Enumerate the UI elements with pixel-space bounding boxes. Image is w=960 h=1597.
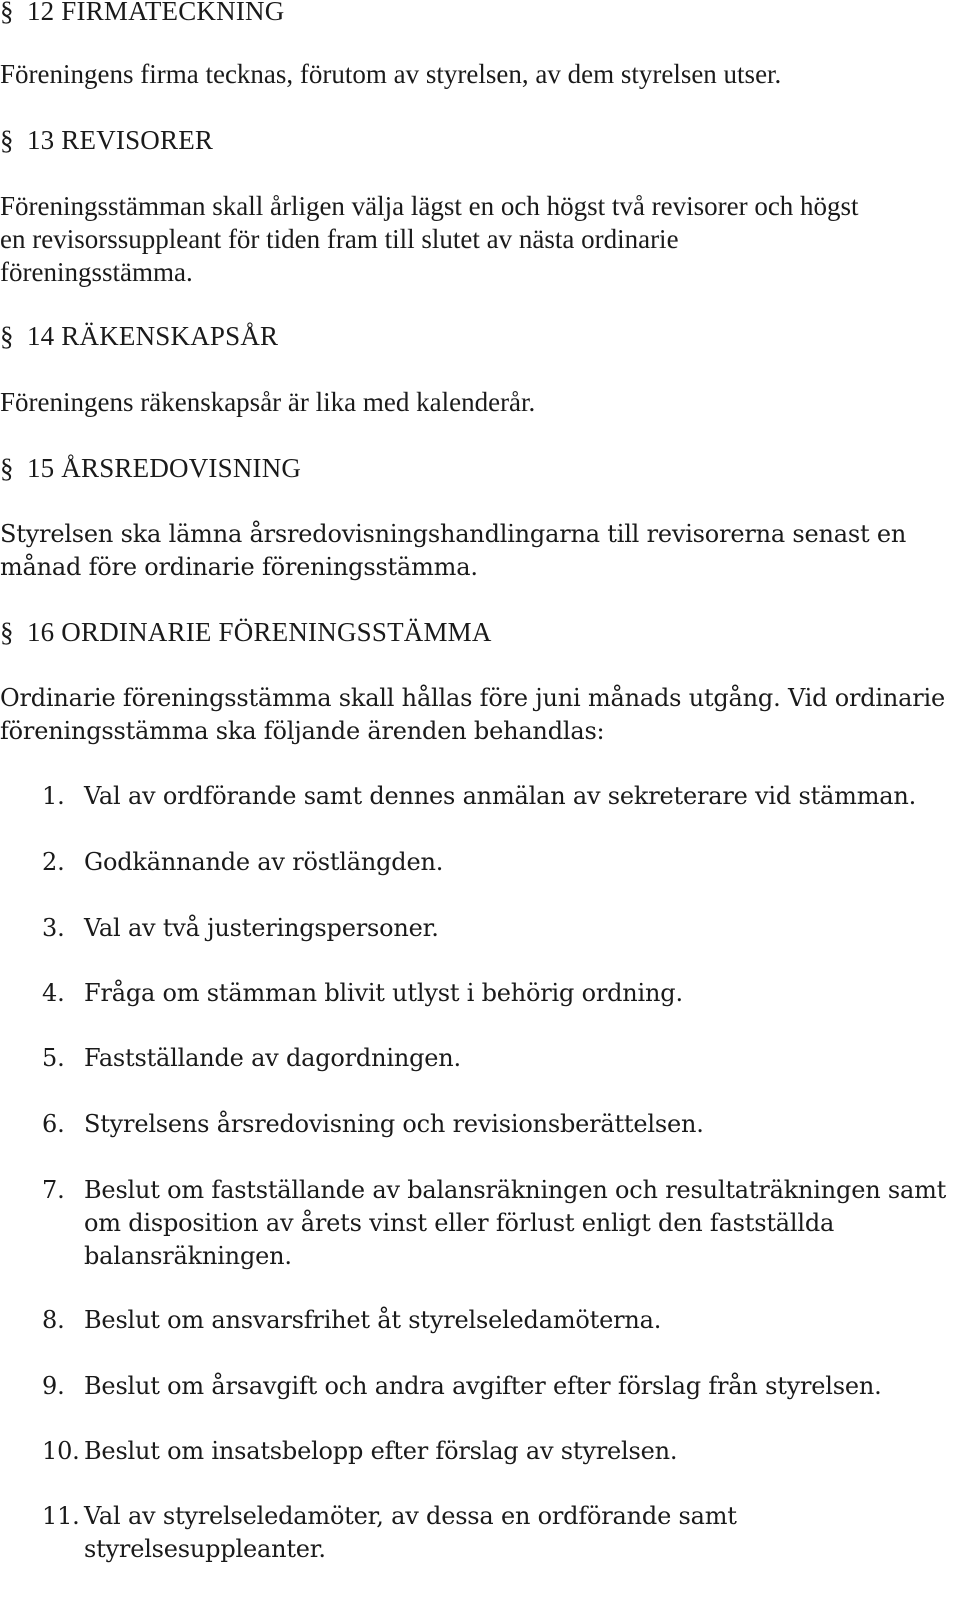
- section-symbol: §: [0, 0, 14, 26]
- agenda-item-text: Beslut om ansvarsfrihet åt styrelseledamöterna.: [84, 1306, 662, 1334]
- agenda-item-number: 11.: [42, 1502, 80, 1530]
- section-heading-14: [0, 320, 278, 352]
- agenda-item-text: Fråga om stämman blivit utlyst i behörig ordning.: [84, 979, 683, 1007]
- agenda-item-text: styrelsesuppleanter.: [84, 1535, 326, 1563]
- agenda-item-text: Beslut om insatsbelopp efter förslag av styrelsen.: [84, 1437, 678, 1465]
- section-heading-text: 15 ÅRSREDOVISNING: [26, 453, 302, 483]
- paragraph-line: föreningsstämma.: [0, 257, 193, 287]
- agenda-item-11: [42, 1500, 952, 1566]
- section-symbol: §: [0, 453, 14, 483]
- section-heading-text: 13 REVISORER: [26, 125, 214, 155]
- agenda-item-1: [42, 780, 952, 813]
- agenda-item-text: Beslut om fastställande av balansräkningen och resultaträkningen samt: [84, 1176, 947, 1204]
- agenda-item-text: Beslut om årsavgift och andra avgifter efter förslag från styrelsen.: [84, 1372, 882, 1400]
- agenda-item-text: Val av två justeringspersoner.: [84, 914, 439, 942]
- agenda-item-6: [42, 1108, 952, 1141]
- agenda-item-text: Val av ordförande samt dennes anmälan av sekreterare vid stämman.: [84, 782, 917, 810]
- section-symbol: §: [0, 617, 14, 647]
- agenda-item-number: 4.: [42, 979, 65, 1007]
- agenda-item-text: Val av styrelseledamöter, av dessa en ordförande samt: [84, 1502, 737, 1530]
- paragraph-rakenskapsar: [0, 386, 955, 419]
- paragraph-line: Föreningens firma tecknas, förutom av styrelsen, av dem styrelsen utser.: [0, 59, 782, 89]
- agenda-item-8: [42, 1304, 952, 1337]
- agenda-item-number: 5.: [42, 1044, 65, 1072]
- agenda-item-number: 7.: [42, 1176, 65, 1204]
- section-heading-13: [0, 124, 213, 156]
- agenda-item-3: [42, 912, 952, 945]
- agenda-item-10: [42, 1435, 952, 1468]
- agenda-item-number: 9.: [42, 1372, 65, 1400]
- agenda-item-5: [42, 1042, 952, 1075]
- agenda-item-number: 2.: [42, 848, 65, 876]
- section-heading-15: [0, 452, 301, 484]
- paragraph-ordinarie-foreningsstamma: [0, 682, 955, 748]
- agenda-item-text: om disposition av årets vinst eller förlust enligt den fastställda: [84, 1209, 835, 1237]
- agenda-item-2: [42, 846, 952, 879]
- paragraph-line: en revisorssuppleant för tiden fram till slutet av nästa ordinarie: [0, 224, 679, 254]
- section-symbol: §: [0, 125, 14, 155]
- agenda-item-number: 6.: [42, 1110, 65, 1138]
- agenda-item-4: [42, 977, 952, 1010]
- agenda-item-text: Fastställande av dagordningen.: [84, 1044, 461, 1072]
- section-heading-text: 14 RÄKENSKAPSÅR: [26, 321, 279, 351]
- paragraph-line: Styrelsen ska lämna årsredovisningshandlingarna till revisorerna senast en: [0, 520, 907, 548]
- paragraph-line: föreningsstämma ska följande ärenden behandlas:: [0, 717, 605, 745]
- agenda-item-text: Godkännande av röstlängden.: [84, 848, 444, 876]
- agenda-item-number: 1.: [42, 782, 65, 810]
- paragraph-revisorer: [0, 190, 955, 289]
- section-symbol: §: [0, 321, 14, 351]
- agenda-item-number: 3.: [42, 914, 65, 942]
- agenda-item-9: [42, 1370, 952, 1403]
- agenda-item-7: [42, 1174, 952, 1273]
- agenda-item-number: 10.: [42, 1437, 80, 1465]
- section-heading-16: [0, 616, 492, 648]
- agenda-item-number: 8.: [42, 1306, 65, 1334]
- paragraph-line: månad före ordinarie föreningsstämma.: [0, 553, 478, 581]
- paragraph-line: Föreningens räkenskapsår är lika med kalenderår.: [0, 387, 536, 417]
- section-heading-text: 12 FIRMATECKNING: [26, 0, 285, 26]
- paragraph-line: Ordinarie föreningsstämma skall hållas före juni månads utgång. Vid ordinarie: [0, 684, 945, 712]
- agenda-item-text: Styrelsens årsredovisning och revisionsberättelsen.: [84, 1110, 704, 1138]
- paragraph-firmateckning: [0, 58, 955, 91]
- section-heading-text: 16 ORDINARIE FÖRENINGSSTÄMMA: [26, 617, 492, 647]
- agenda-item-text: balansräkningen.: [84, 1242, 292, 1270]
- paragraph-line: Föreningsstämman skall årligen välja lägst en och högst två revisorer och högst: [0, 191, 859, 221]
- section-heading-12: [0, 0, 284, 27]
- paragraph-arsredovisning: [0, 518, 955, 584]
